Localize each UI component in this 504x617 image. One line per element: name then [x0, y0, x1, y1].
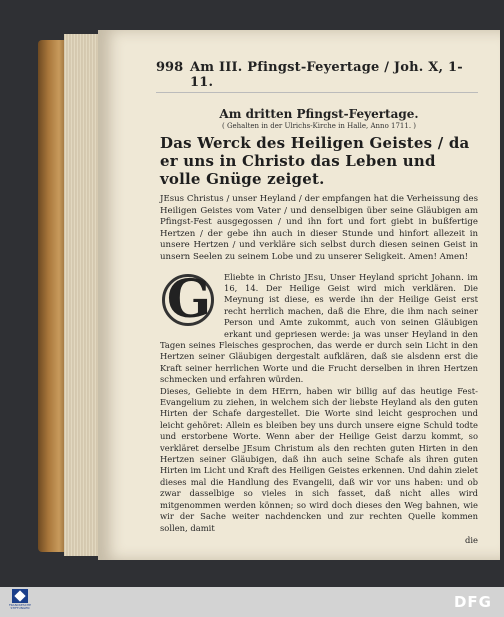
running-head: Am III. Pfingst-Feyertage / Joh. X, 1-11. — [190, 60, 463, 90]
viewer-footer — [0, 587, 504, 617]
library-logo-text: FRANCKESCHE STIFTUNGEN — [8, 603, 32, 611]
paragraph-1: Eliebte in Christo JEsu, Unser Heyland spricht Johann. im 16, 14. Der Heilige Geist wird mich verklären. Die Meynung ist diese, es werde ihn der Heilige Geist erst recht herrlich machen, daß die Ehre, die ihm nach seiner Person und Amte zukommt, auch von seinen Gläubigen erkant und gepriesen werde: ja was unser Heyland in den Tagen seines Fleisches gesprochen, das werde er durch sein Licht in den Hertzen seiner Gläubigen dergestalt aufklären, daß sie alsdenn erst die Kraft seiner herrlichen Worte und die Frucht derselben in ihren Hertzen schmecken und erfahren würden. — [160, 271, 478, 385]
sermon-body — [160, 268, 478, 545]
sermon-heading: Das Werck des Heiligen Geistes / da er uns in Christo das Leben und volle Gnüge zeiget. — [160, 134, 470, 188]
page-header — [156, 60, 478, 93]
catchword: die — [465, 534, 478, 545]
page-number: 998 — [156, 60, 184, 75]
page-content — [156, 60, 478, 545]
opening-prayer: JEsus Christus / unser Heyland / der empfangen hat die Verheissung des Heiligen Geistes vom Vater / und denselbigen über seine Gläubigen am Pfingst-Fest ausgegossen / und ihn fort und fort giebt in bußfertige Hertzen / der gebe ihn auch in dieser Stunde und hinfort allezeit in unsere Hertzen / und verkläre sich selbst durch diesen seinen Geist in unsern Seelen zu seinem Lobe und zu unserer Seligkeit. Amen! Amen! — [160, 194, 478, 262]
library-logo[interactable] — [6, 589, 34, 615]
sermon-subtitle: ( Gehalten in der Ulrichs-Kirche in Halle, Anno 1711. ) — [221, 122, 416, 130]
decorated-initial — [160, 268, 218, 330]
sermon-title: Am dritten Pfingst-Feyertage. — [219, 107, 419, 121]
initial-letter: G — [166, 268, 212, 330]
dfg-logo[interactable]: DFG — [453, 593, 492, 611]
paragraph-2: Dieses, Geliebte in dem HErrn, haben wir billig auf das heutige Fest-Evangelium zu ziehen, in welchem sich der liebste Heyland als den guten Hirten der Schafe dargestellet. Die Worte sind leicht gesprochen und leicht gehöret: Allein es bleiben bey uns durch unsere eigne Schuld todte und erstorbene Worte. Wenn aber der Heilige Geist darzu kommt, so verkläret derselbe JEsum Christum als den rechten guten Hirten in den Hertzen seiner Gläubigen, daß ihn auch seine Schafe als ihren guten Hirten im Licht und Kraft des Heiligen Geistes erkennen. Und dahin zielet dieses mal die Handlung des Evangelii, daß wir vor uns haben: und ob zwar dasselbige so vieles in sich fasset, daß nicht alles wird mitgenommen werden können; so wird doch dieses den Weg bahnen, wie wir der Sache weiter nachdencken und zur rechten Quelle kommen sollen, damit — [160, 385, 478, 533]
library-logo-icon — [12, 589, 28, 603]
page-sheet — [98, 30, 500, 560]
